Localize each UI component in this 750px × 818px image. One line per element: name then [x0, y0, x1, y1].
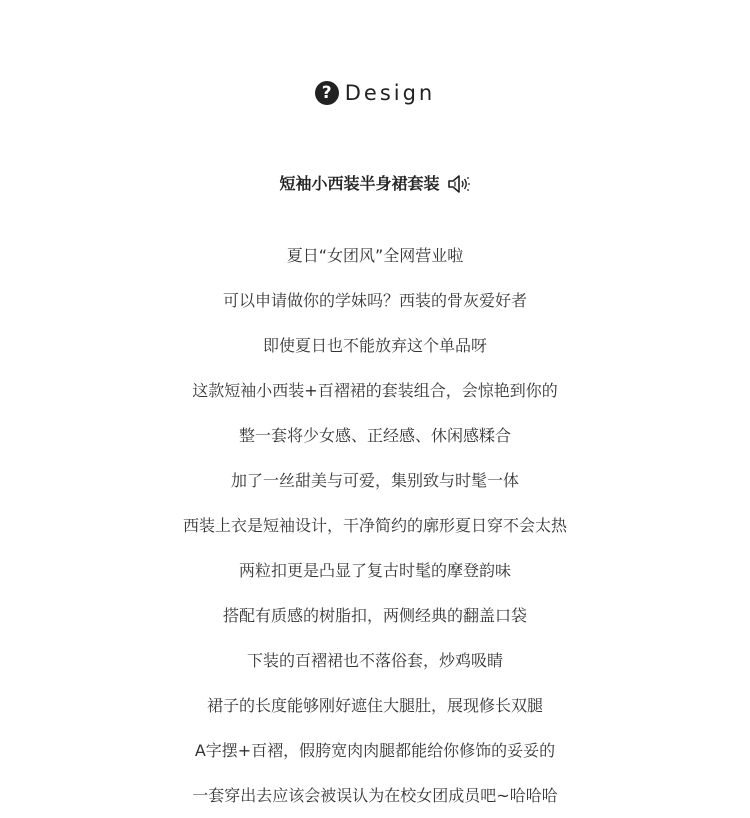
speaker-icon — [447, 173, 471, 195]
description-line: 一套穿出去应该会被误认为在校女团成员吧~哈哈哈 — [192, 786, 558, 805]
description-line: 两粒扣更是凸显了复古时髦的摩登韵味 — [238, 561, 511, 580]
question-circle-icon: ? — [315, 81, 339, 105]
section-title: Design — [344, 80, 436, 105]
description-line: 搭配有质感的树脂扣，两侧经典的翻盖口袋 — [222, 606, 527, 625]
product-description — [0, 233, 750, 818]
description-line: 下装的百褶裙也不落俗套，炒鸡吸睛 — [246, 651, 503, 670]
description-line: 这款短袖小西装+百褶裙的套装组合，会惊艳到你的 — [192, 381, 558, 400]
description-line: 裙子的长度能够刚好遮住大腿肚，展现修长双腿 — [206, 696, 543, 715]
description-line: 西装上衣是短袖设计，干净简约的廓形夏日穿不会太热 — [182, 516, 567, 535]
description-line: 加了一丝甜美与可爱，集别致与时髦一体 — [230, 471, 519, 490]
section-header — [0, 79, 750, 107]
description-line: 整一套将少女感、正经感、休闲感糅合 — [238, 426, 511, 445]
description-line: A字摆+百褶，假胯宽肉肉腿都能给你修饰的妥妥的 — [194, 741, 556, 760]
product-title-row — [0, 171, 750, 197]
product-title: 短袖小西装半身裙套装 — [279, 174, 440, 193]
description-line: 可以申请做你的学妹吗？西装的骨灰爱好者 — [222, 291, 527, 310]
description-line: 夏日“女团风”全网营业啦 — [286, 246, 464, 265]
description-line: 即使夏日也不能放弃这个单品呀 — [262, 336, 487, 355]
